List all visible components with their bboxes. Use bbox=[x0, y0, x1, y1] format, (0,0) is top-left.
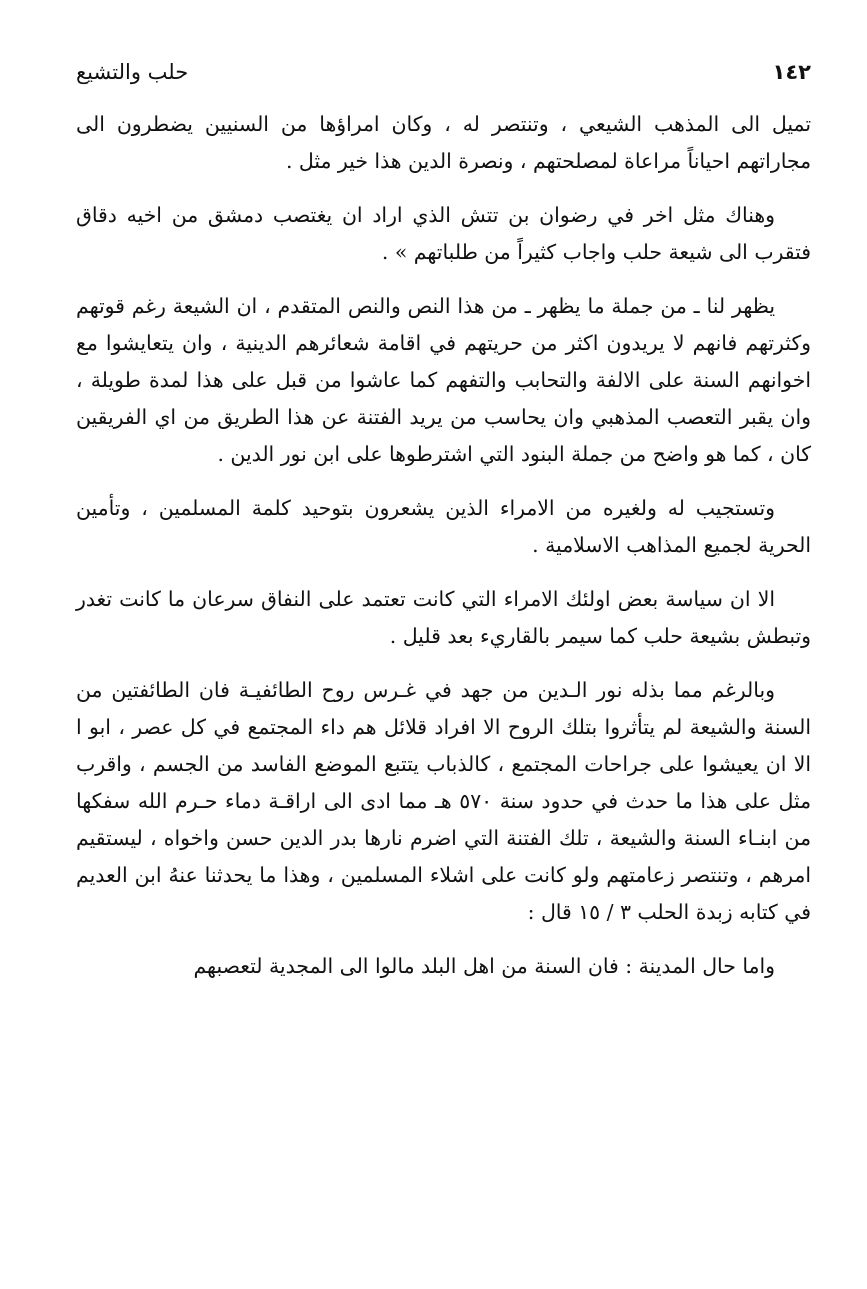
page-number: ١٤٢ bbox=[772, 60, 811, 84]
book-page bbox=[76, 60, 811, 1260]
paragraph-6: وبالرغم مما بذله نور الـدين من جهد في غـرس روح الطائفيـة فان الطائفتين من السنة والشيعة لم يتأثروا بتلك الروح الا افراد قلائل هم داء المجتمع في كل عصر ، ابو ا الا ان يعيشوا على جراحات المجتمع ، كالذباب يتتبع الموضع الفاسد من الجسم ، واقرب مثل على هذا ما حدث في حدود سنة ٥٧٠ هـ مما ادى الى اراقـة دماء حـرم الله سفكها من ابنـاء السنة والشيعة ، تلك الفتنة التي اضرم نارها بدر الدين حسن واخواه ، ليستقيم امرهم ، وتنتصر زعامتهم ولو كانت على اشلاء المسلمين ، وهذا ما يحدثنا عنهُ ابن العديم في كتابه زبدة الحلب ٣ / ١٥ قال : bbox=[76, 678, 811, 924]
paragraph-5: الا ان سياسة بعض اولئك الامراء التي كانت تعتمد على النفاق سرعان ما كانت تغدر وتبطش بشيعة حلب كما سيمر بالقاريء بعد قليل . bbox=[76, 587, 811, 648]
paragraph-2: وهناك مثل اخر في رضوان بن تتش الذي اراد ان يغتصب دمشق من اخيه دقاق فتقرب الى شيعة حلب واجاب كثيراً من طلباتهم » . bbox=[76, 203, 811, 264]
paragraph-3: يظهر لنا ـ من جملة ما يظهر ـ من هذا النص والنص المتقدم ، ان الشيعة رغم قوتهم وكثرتهم فانهم لا يريدون اكثر من حريتهم في اقامة شعائرهم الدينية ، وان يتعايشوا مع اخوانهم السنة على الالفة والتحابب والتفهم كما عاشوا من قبل على هذا لمدة طويلة ، وان يقبر التعصب المذهبي وان يحاسب من يريد الفتنة عن هذا الطريق من اي الفريقين كان ، كما هو واضح من جملة البنود التي اشترطوها على ابن نور الدين . bbox=[76, 294, 811, 466]
paragraph-7: واما حال المدينة : فان السنة من اهل البلد مالوا الى المجدية لتعصبهم bbox=[193, 954, 775, 978]
paragraph-1: تميل الى المذهب الشيعي ، وتنتصر له ، وكان امراؤها من السنيين يضطرون الى مجاراتهم احياناً مراعاة لمصلحتهم ، ونصرة الدين هذا خير مثل . bbox=[76, 112, 811, 173]
paragraph-4: وتستجيب له ولغيره من الامراء الذين يشعرون بتوحيد كلمة المسلمين ، وتأمين الحرية لجميع المذاهب الاسلامية . bbox=[76, 496, 811, 557]
running-title: حلب والتشيع bbox=[76, 60, 189, 84]
page-header bbox=[76, 60, 811, 104]
